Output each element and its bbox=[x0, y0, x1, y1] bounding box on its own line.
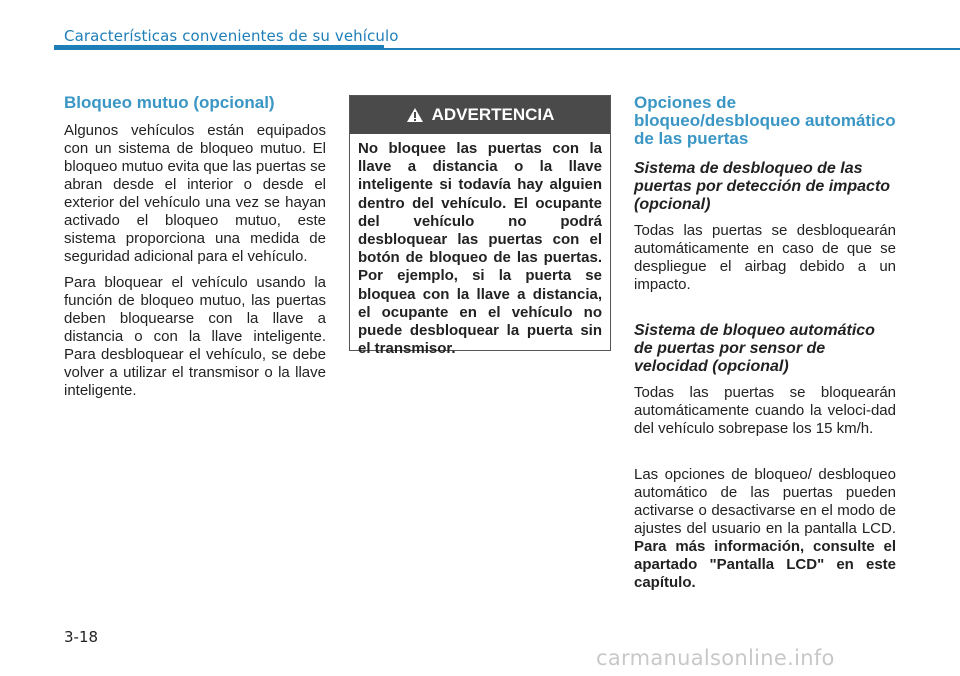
paragraph-lcd-reference: Para más información, consulte el apartado "Pantalla LCD" en este capítulo. bbox=[634, 538, 896, 591]
warning-triangle-icon bbox=[406, 107, 424, 123]
paragraph-lcd-text: Las opciones de bloqueo/ desbloqueo automático de las puertas pueden activarse o desactivarse en el modo de ajustes del usuario en la pantalla LCD. bbox=[634, 466, 896, 537]
column-right bbox=[634, 94, 896, 592]
heading-opciones-bloqueo: Opciones de bloqueo/desbloqueo automático de las puertas bbox=[634, 93, 896, 148]
warning-text: No bloquee las puertas con la llave a distancia o la llave inteligente si todavía hay alguien dentro del vehículo. El ocupante del vehículo no podrá desbloquear las puertas con el botón de bloqueo de las puertas. Por ejemplo, si la puerta se bloquea con la llave a distancia, el ocupante en el vehículo no puede desbloquear la puerta sin el transmisor. bbox=[358, 140, 602, 358]
warning-title: ADVERTENCIA bbox=[431, 105, 555, 124]
column-left bbox=[64, 94, 326, 408]
subheading-velocidad: Sistema de bloqueo automático de puertas por sensor de velocidad (opcional) bbox=[634, 322, 875, 375]
paragraph: Todas las puertas se bloquearán automáticamente cuando la veloci-dad del vehículo sobrepase los 15 km/h. bbox=[634, 384, 896, 437]
warning-box bbox=[349, 95, 611, 358]
page-number: 3-18 bbox=[64, 628, 99, 646]
paragraph: Para bloquear el vehículo usando la función de bloqueo mutuo, las puertas deben bloquearse con la llave a distancia o con la llave inteligente. Para desbloquear el vehículo, se debe volver a utilizar el transmisor o la llave inteligente. bbox=[64, 274, 326, 399]
header-rule bbox=[64, 48, 960, 50]
watermark: carmanualsonline.info bbox=[596, 646, 835, 670]
subheading-impacto: Sistema de desbloqueo de las puertas por detección de impacto (opcional) bbox=[634, 160, 891, 213]
section-title: Características convenientes de su vehículo bbox=[64, 27, 399, 45]
paragraph-lcd bbox=[634, 466, 896, 592]
heading-bloqueo-mutuo: Bloqueo mutuo (opcional) bbox=[64, 93, 275, 112]
paragraph: Algunos vehículos están equipados con un sistema de bloqueo mutuo. El bloqueo mutuo evita que las puertas se abran desde el interior o desde el exterior del vehículo una vez se hayan activado el bloqueo mutuo, este sistema proporciona una medida de seguridad adicional para el vehículo. bbox=[64, 122, 326, 265]
warning-header bbox=[350, 96, 610, 134]
paragraph: Todas las puertas se desbloquearán automáticamente en caso de que se despliegue el airbag debido a un impacto. bbox=[634, 222, 896, 293]
